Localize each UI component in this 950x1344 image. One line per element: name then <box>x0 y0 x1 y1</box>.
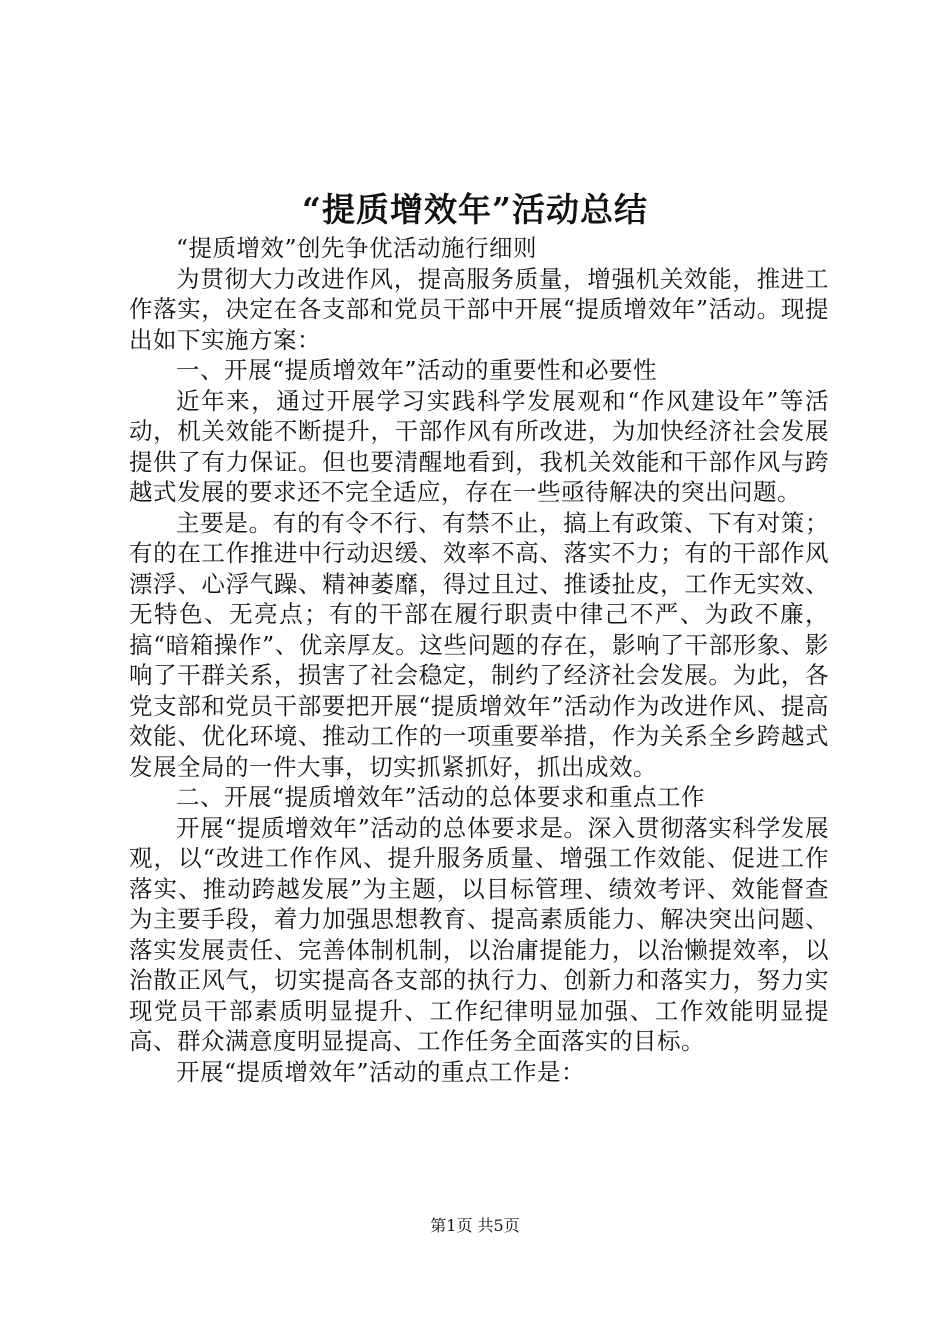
page-footer: 第1页 共5页 <box>430 1216 520 1235</box>
paragraph: 开展“提质增效年”活动的重点工作是： <box>176 1057 586 1086</box>
paragraph-intro: 为贯彻大力改进作风，提高服务质量，增强机关效能，推进工作落实，决定在各支部和党员干部中开展“提质增效年”活动。现提出如下实施方案： <box>129 264 829 354</box>
paragraph: 主要是。有的有令不行、有禁不止，搞上有政策、下有对策；有的在工作推进中行动迟缓、效率不高、落实不力；有的干部作风漂浮、心浮气躁、精神萎靡，得过且过、推诿扯皮，工作无实效、无特色、无亮点；有的干部在履行职责中律己不严、为政不廉，搞“暗箱操作”、优亲厚友。这些问题的存在，影响了干部形象、影响了干群关系，损害了社会稳定，制约了经济社会发展。为此，各党支部和党员干部要把开展“提质增效年”活动作为改进作风、提高效能、优化环境、推动工作的一项重要举措，作为关系全乡跨越式发展全局的一件大事，切实抓紧抓好，抓出成效。 <box>129 508 829 781</box>
document-body <box>129 233 829 1087</box>
paragraph: 近年来，通过开展学习实践科学发展观和“作风建设年”等活动，机关效能不断提升，干部作风有所改进，为加快经济社会发展提供了有力保证。但也要清醒地看到，我机关效能和干部作风与跨越式发展的要求还不完全适应，存在一些亟待解决的突出问题。 <box>129 386 829 506</box>
document-title: “提质增效年”活动总结 <box>302 190 648 229</box>
section-heading-2: 二、开展“提质增效年”活动的总体要求和重点工作 <box>176 783 706 811</box>
paragraph-subtitle: “提质增效”创先争优活动施行细则 <box>176 234 538 262</box>
paragraph: 开展“提质增效年”活动的总体要求是。深入贯彻落实科学发展观，以“改进工作作风、提升服务质量、增强工作效能、促进工作落实、推动跨越发展”为主题，以目标管理、绩效考评、效能督查为主要手段，着力加强思想教育、提高素质能力、解决突出问题、落实发展责任、完善体制机制，以治庸提能力，以治懒提效率，以治散正风气，切实提高各支部的执行力、创新力和落实力，努力实现党员干部素质明显提升、工作纪律明显加强、工作效能明显提高、群众满意度明显提高、工作任务全面落实的目标。 <box>129 813 829 1055</box>
section-heading-1: 一、开展“提质增效年”活动的重要性和必要性 <box>176 356 658 384</box>
